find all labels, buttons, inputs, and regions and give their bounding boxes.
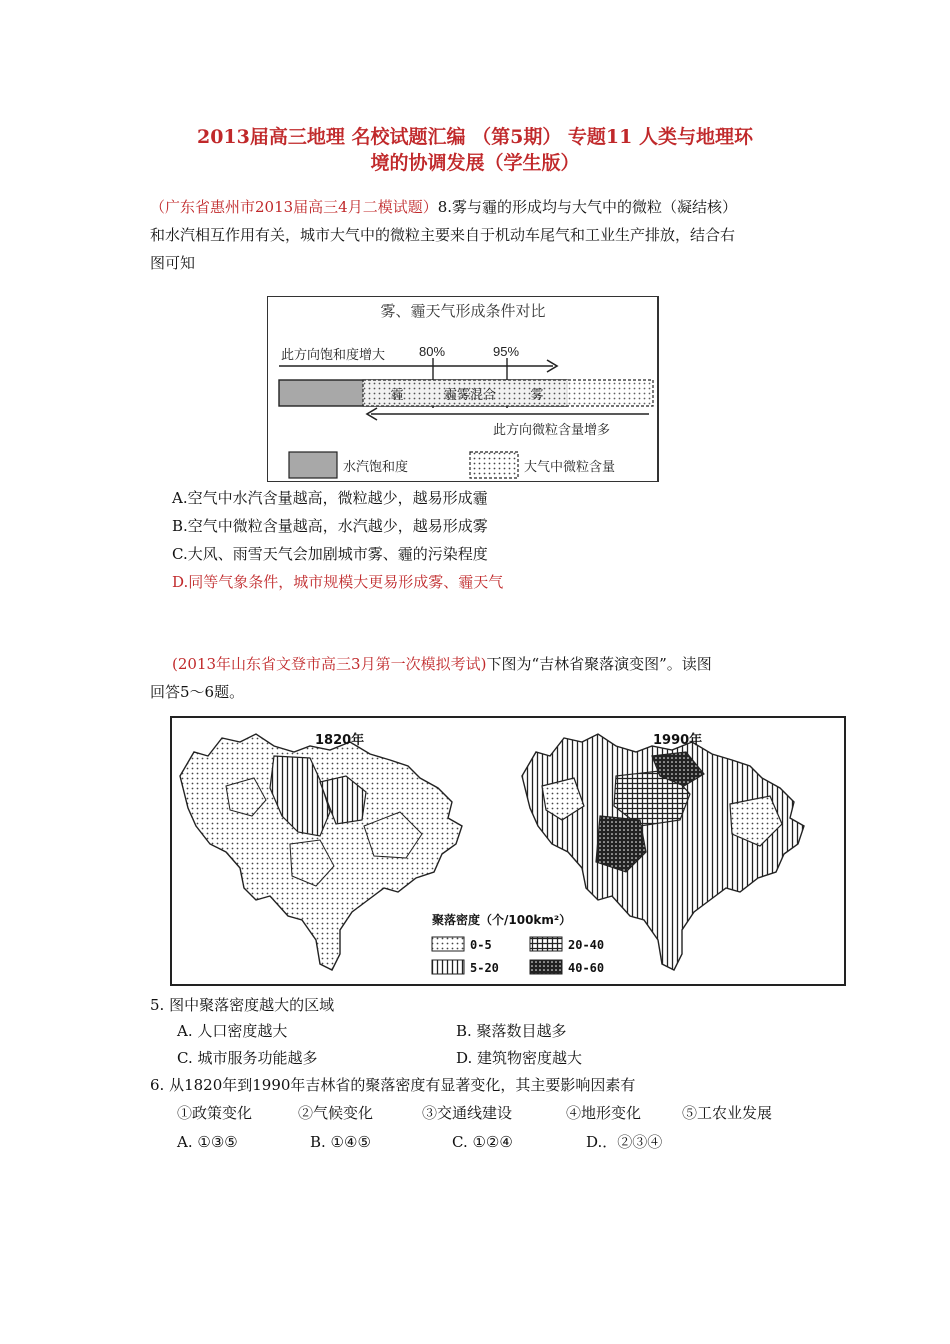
q6-option-a: A. ①③⑤ bbox=[177, 1133, 238, 1151]
q8-option-d: D.同等气象条件，城市规模大更易形成雾、霾天气 bbox=[172, 573, 504, 591]
q5-option-b: B. 聚落数目越多 bbox=[456, 1022, 567, 1040]
q6-factor-2: ②气候变化 bbox=[298, 1104, 374, 1122]
q6-option-c: C. ①②④ bbox=[452, 1133, 513, 1151]
segment-mix: 霾雾混合 bbox=[443, 387, 497, 402]
q56-source: (2013年山东省文登市高三3月第一次模拟考试) bbox=[172, 655, 487, 673]
legend-particles-label: 大气中微粒含量 bbox=[524, 459, 616, 474]
q5-option-c: C. 城市服务功能越多 bbox=[177, 1049, 318, 1067]
legend-label-20-40: 20-40 bbox=[568, 938, 605, 952]
segment-haze: 霾 bbox=[390, 387, 404, 402]
legend-label-0-5: 0-5 bbox=[470, 938, 492, 952]
q8-stem-line-2: 和水汽相互作用有关，城市大气中的微粒主要来自于机动车尾气和工业生产排放，结合右 bbox=[150, 226, 736, 244]
legend-vapor-swatch bbox=[289, 452, 337, 478]
q8-stem-line-3: 图可知 bbox=[150, 254, 196, 272]
map-1820-year: 1820年 bbox=[315, 733, 365, 748]
legend-swatch-5-20 bbox=[432, 960, 464, 974]
q6-factor-4: ④地形变化 bbox=[566, 1104, 642, 1122]
q8-option-c: C.大风、雨雪天气会加剧城市雾、霾的污染程度 bbox=[172, 545, 488, 563]
legend-swatch-20-40 bbox=[530, 937, 562, 951]
threshold-80: 80% bbox=[419, 344, 446, 359]
q6-factor-5: ⑤工农业发展 bbox=[682, 1104, 773, 1122]
q56-intro-line-1 bbox=[172, 650, 712, 678]
q8-source: （广东省惠州市2013届高三4月二模试题） bbox=[150, 198, 438, 216]
legend-vapor-label: 水汽饱和度 bbox=[343, 459, 409, 474]
legend-title: 聚落密度（个/100km²） bbox=[432, 913, 572, 927]
q5-option-a: A. 人口密度越大 bbox=[177, 1022, 288, 1040]
q6-factor-1: ①政策变化 bbox=[177, 1104, 253, 1122]
q6-stem: 6. 从1820年到1990年吉林省的聚落密度有显著变化，其主要影响因素有 bbox=[150, 1076, 636, 1094]
particle-bar bbox=[363, 380, 653, 406]
threshold-95: 95% bbox=[493, 344, 520, 359]
figure-title: 雾、霾天气形成条件对比 bbox=[380, 303, 546, 320]
jilin-settlement-map bbox=[170, 716, 846, 986]
q8-option-b: B.空气中微粒含量越高，水汽越少，越易形成雾 bbox=[172, 517, 488, 535]
q56-intro-line-2: 回答5～6题。 bbox=[150, 683, 245, 701]
particle-arrow-label: 此方向微粒含量增多 bbox=[493, 422, 611, 437]
title-line-1: 2013届高三地理 名校试题汇编 （第5期） 专题11 人类与地理环 bbox=[196, 126, 753, 148]
fog-haze-figure bbox=[267, 296, 659, 482]
saturation-arrow-label: 此方向饱和度增大 bbox=[281, 347, 386, 362]
q56-intro-start: 下图为“吉林省聚落演变图”。读图 bbox=[486, 655, 712, 673]
segment-fog: 雾 bbox=[530, 387, 544, 402]
q5-option-d: D. 建筑物密度越大 bbox=[456, 1049, 583, 1067]
q8-option-a: A.空气中水汽含量越高，微粒越少，越易形成霾 bbox=[172, 489, 488, 507]
map-1990-year: 1990年 bbox=[653, 733, 703, 748]
q6-option-d: D.．②③④ bbox=[586, 1133, 663, 1151]
legend-swatch-0-5 bbox=[432, 937, 464, 951]
q8-stem-start: 8.雾与霾的形成均与大气中的微粒（凝结核） bbox=[437, 198, 738, 216]
q8-stem-line-1 bbox=[150, 193, 737, 221]
legend-particles-swatch bbox=[470, 452, 518, 478]
q6-factor-3: ③交通线建设 bbox=[422, 1104, 513, 1122]
q6-option-b: B. ①④⑤ bbox=[310, 1133, 371, 1151]
title-line-2: 境的协调发展（学生版） bbox=[370, 152, 580, 174]
q5-stem: 5. 图中聚落密度越大的区域 bbox=[150, 996, 335, 1014]
legend-label-40-60: 40-60 bbox=[568, 961, 605, 975]
legend-swatch-40-60 bbox=[530, 960, 562, 974]
legend-label-5-20: 5-20 bbox=[470, 961, 499, 975]
